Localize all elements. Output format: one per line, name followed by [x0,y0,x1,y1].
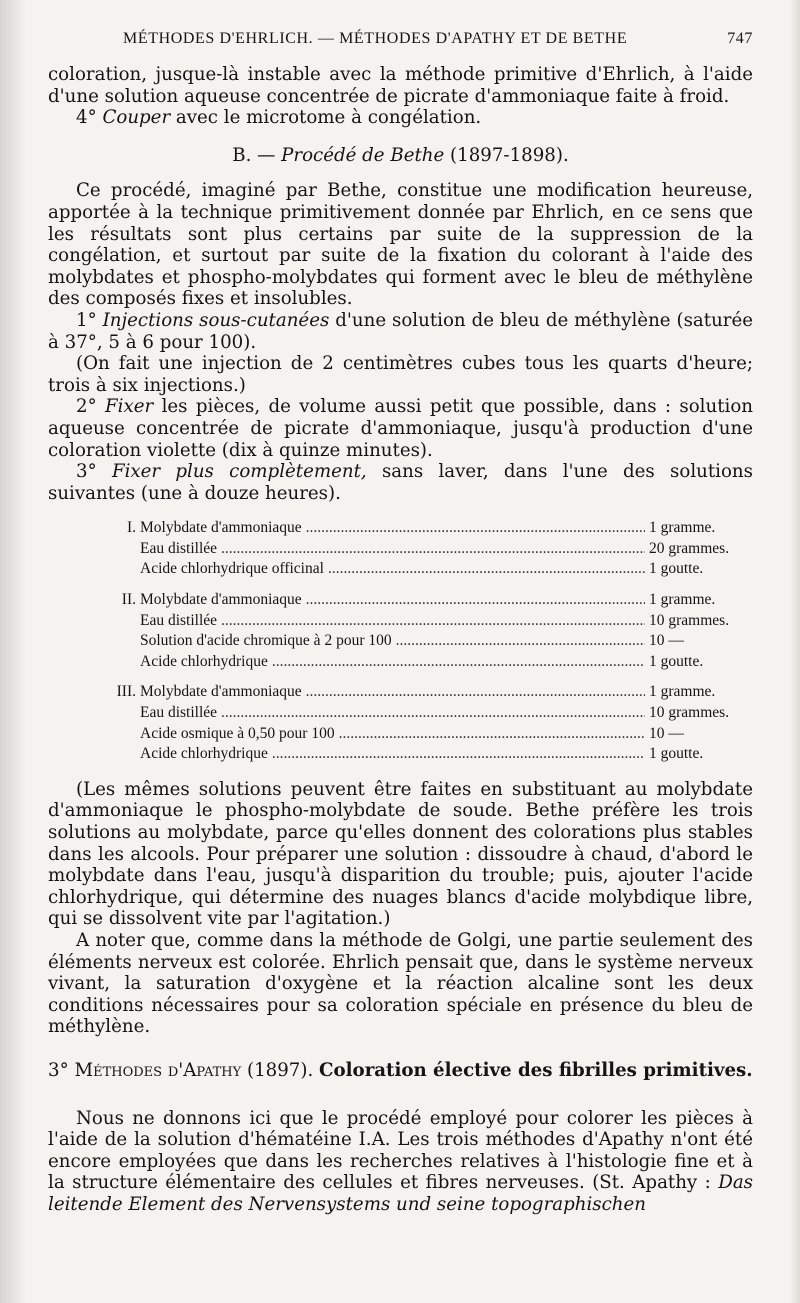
ingredient-name: Eau distillée [140,611,218,629]
step-1-note: (On fait une injection de 2 centimètres cubes tous les quarts d'heure; trois à six injections.) [48,353,753,396]
dot-leader [328,559,645,580]
ingredient-qty: 1 goutte. [649,745,704,763]
paragraph-golgi-note: A noter que, comme dans la méthode de Golgi, une partie seulement des éléments nerveux est colorée. Ehrlich pensait que, dans le système nerveux vivant, la saturation d'oxygène et la réaction alcaline sont les deux conditions nécessaires pour sa coloration spéciale en présence du bleu de méthylène. [48,929,753,1038]
recipe-row [48,590,753,611]
dot-leader [396,631,645,652]
recipe-row [48,559,753,580]
section-heading-apathy: 3° Méthodes d'Apathy (1897). Coloration élective des fibrilles primitives. [48,1059,753,1081]
ingredient-qty: 1 goutte. [649,652,704,670]
recipe-row [48,724,753,745]
recipe-row [48,631,753,652]
ingredient-qty: 10 — [649,724,684,742]
step-3: 3° Fixer plus complètement, sans laver, dans l'une des solutions suivantes (une à douze heures). [48,461,753,504]
ingredient-name: Acide osmique à 0,50 pour 100 [140,724,335,742]
subheading-title: Procédé de Bethe [281,144,445,166]
dot-leader [306,518,645,539]
citation-title: Das leitende Element des Nervensystems und seine topographischen [48,1172,753,1215]
step-2: 2° Fixer les pièces, de volume aussi petit que possible, dans : solution aqueuse concentrée de picrate d'ammoniaque, jusqu'à production d'une coloration violette (dix à quinze minutes). [48,396,753,461]
step-4: 4° Couper avec le microtome à congélation. [76,107,482,129]
paragraph-solutions-note: (Les mêmes solutions peuvent être faites en substituant au molybdate d'ammoniaque le phospho-molybdate de soude. Bethe préfère les trois solutions au molybdate, parce qu'elles donnent des colorations plus stables dans les alcools. Pour préparer une solution : dissoudre à chaud, d'abord le molybdate dans l'eau, jusqu'à disparition du trouble; puis, ajouter l'acide chlorhydrique, qui détermine des nuages blancs d'acide molybdique libre, qui se dissolvent vite par l'agitation.) [48,778,753,930]
ingredient-name: Acide chlorhydrique [140,652,268,670]
running-header [48,30,753,54]
ingredient-name: Acide chlorhydrique officinal [140,560,324,578]
dot-leader [221,703,645,724]
page-number: 747 [727,30,753,47]
solution-group-1 [48,518,753,580]
recipe-row [48,539,753,560]
step-label: Injections sous-cutanées [102,309,330,331]
ingredient-name: Molybdate d'ammoniaque [140,591,302,609]
section-title: Méthodes d'Apathy [74,1059,242,1081]
recipe-row [48,744,753,765]
dot-leader [339,724,645,745]
section-subtitle: Coloration élective des fibrilles primitives. [319,1059,753,1081]
ingredient-qty: 10 grammes. [649,611,730,629]
ingredient-name: Eau distillée [140,539,218,557]
page-edge-shadow [0,0,26,1303]
solutions-table [48,518,753,765]
recipe-row [48,652,753,673]
step-label: Fixer plus complètement, [111,461,367,483]
solution-numeral: III. [116,683,136,701]
step-label: Fixer [105,396,154,418]
ingredient-name: Molybdate d'ammoniaque [140,683,302,701]
ingredient-qty: 1 gramme. [649,519,716,537]
ingredient-name: Eau distillée [140,704,218,722]
dot-leader [306,590,645,611]
running-title: MÉTHODES D'EHRLICH. — MÉTHODES D'APATHY ET DE BETHE [123,30,628,47]
subheading-bethe: B. — Procédé de Bethe (1897-1898). [232,144,569,166]
recipe-row [48,703,753,724]
paragraph-bethe-intro: Ce procédé, imaginé par Bethe, constitue une modification heureuse, apportée à la technique primitivement donnée par Ehrlich, en ce sens que les résultats sont plus certains par suite de la suppression de la congélation, et surtout par suite de la fixation du colorant à l'aide des molybdates et phospho-molybdates qui forment avec le bleu de méthylène des composés fixes et insolubles. [48,180,753,310]
recipe-row [48,611,753,632]
recipe-row [48,518,753,539]
ingredient-qty: 10 — [649,632,684,650]
solution-numeral: I. [126,519,136,537]
ingredient-qty: 1 goutte. [649,560,704,578]
dot-leader [272,744,645,765]
dot-leader [272,652,645,673]
dot-leader [221,611,645,632]
solution-group-3 [48,682,753,764]
ingredient-qty: 10 grammes. [649,704,730,722]
solution-numeral: II. [121,591,136,609]
recipe-row [48,682,753,703]
dot-leader [221,539,645,560]
ingredient-qty: 1 gramme. [649,683,716,701]
solution-group-2 [48,590,753,672]
ingredient-qty: 20 grammes. [649,539,730,557]
ingredient-qty: 1 gramme. [649,591,716,609]
ingredient-name: Acide chlorhydrique [140,745,268,763]
page-body [48,64,753,1216]
step-label: Couper [102,107,171,129]
page-edge-shadow-right [790,0,800,1303]
ingredient-name: Molybdate d'ammoniaque [140,519,302,537]
paragraph-continuation: coloration, jusque-là instable avec la méthode primitive d'Ehrlich, à l'aide d'une solution aqueuse concentrée de picrate d'ammoniaque faite à froid. [48,64,753,107]
dot-leader [306,682,645,703]
ingredient-name: Solution d'acide chromique à 2 pour 100 [140,632,392,650]
paragraph-apathy: Nous ne donnons ici que le procédé employé pour colorer les pièces à l'aide de la solution d'hématéine I.A. Les trois méthodes d'Apathy n'ont été encore employées que dans les recherches relatives à l'histologie fine et à la structure élémentaire des cellules et fibres nerveuses. (St. Apathy : Das leitende Element des Nervensystems und seine topographischen [48,1107,753,1215]
step-1: 1° Injections sous-cutanées d'une solution de bleu de méthylène (saturée à 37°, 5 à 6 pour 100). [48,309,754,353]
